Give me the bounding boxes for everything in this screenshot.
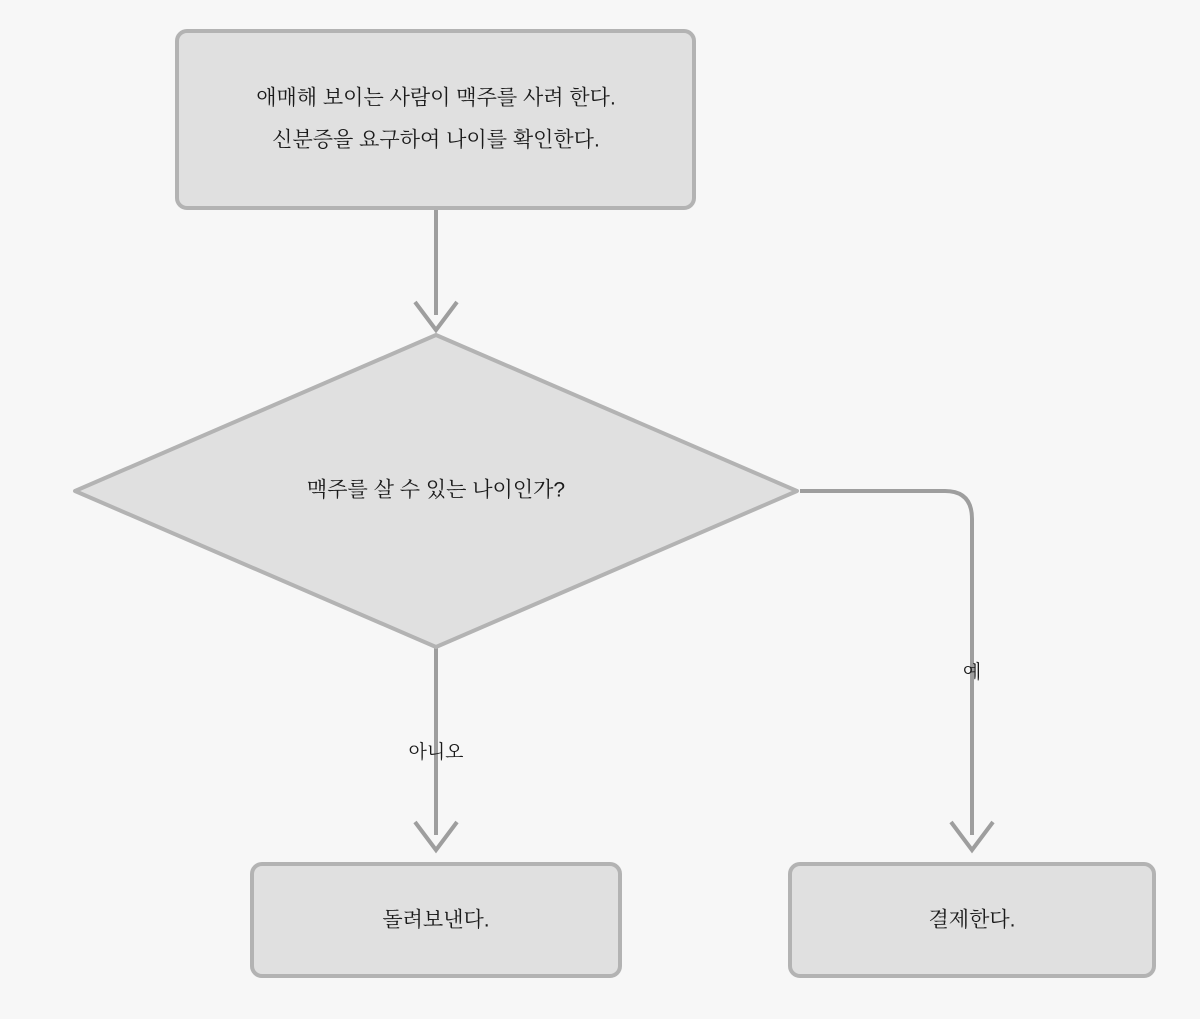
node-pay-label: 결제한다. xyxy=(928,908,1016,932)
node-reject-label: 돌려보낸다. xyxy=(382,908,490,932)
edge-decision-to-pay xyxy=(800,491,993,850)
node-start-line-2: 신분증을 요구하여 나이를 확인한다. xyxy=(272,128,600,152)
edge-label-yes: 예 xyxy=(962,662,982,684)
node-start-shape xyxy=(177,31,694,208)
node-decision[interactable] xyxy=(75,335,797,647)
node-decision-label: 맥주를 살 수 있는 나이인가? xyxy=(306,478,566,502)
edge-label-no: 아니오 xyxy=(408,742,464,764)
node-reject[interactable] xyxy=(252,864,620,976)
node-pay[interactable] xyxy=(790,864,1154,976)
node-start[interactable] xyxy=(177,31,694,208)
edge-line xyxy=(800,491,972,835)
edge-start-to-decision xyxy=(415,208,457,330)
node-start-line-1: 애매해 보이는 사람이 맥주를 사려 한다. xyxy=(256,86,616,110)
edge-decision-to-reject xyxy=(408,645,463,850)
